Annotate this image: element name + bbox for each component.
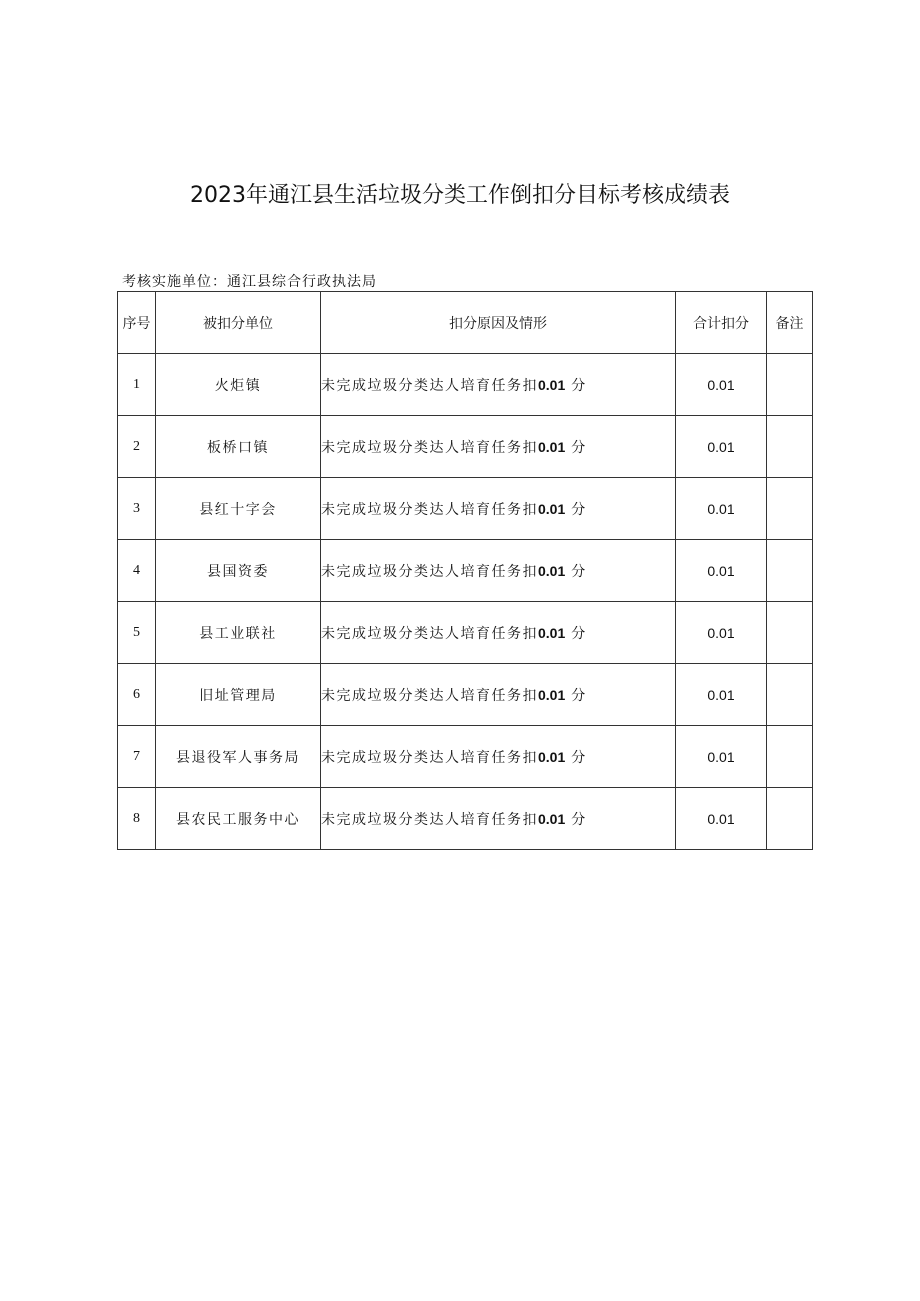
row-seq: 1 bbox=[118, 354, 156, 416]
reason-suffix: 分 bbox=[571, 811, 587, 828]
reason-suffix: 分 bbox=[571, 563, 587, 580]
header-reason: 扣分原因及情形 bbox=[321, 292, 676, 354]
row-seq: 7 bbox=[118, 726, 156, 788]
header-total: 合计扣分 bbox=[676, 292, 767, 354]
reason-text: 未完成垃圾分类达人培育任务扣 bbox=[321, 563, 538, 580]
reason-suffix: 分 bbox=[571, 377, 587, 394]
header-seq: 序号 bbox=[118, 292, 156, 354]
row-seq: 8 bbox=[118, 788, 156, 850]
row-note bbox=[767, 602, 813, 664]
row-reason bbox=[321, 354, 676, 416]
row-reason bbox=[321, 602, 676, 664]
row-total: 0.01 bbox=[676, 540, 767, 602]
header-note: 备注 bbox=[767, 292, 813, 354]
row-reason bbox=[321, 726, 676, 788]
reason-value: 0.01 bbox=[538, 376, 566, 393]
row-reason bbox=[321, 478, 676, 540]
row-unit: 旧址管理局 bbox=[156, 664, 321, 726]
implementing-unit: 考核实施单位：通江县综合行政执法局 bbox=[122, 274, 377, 290]
row-reason bbox=[321, 416, 676, 478]
row-seq: 4 bbox=[118, 540, 156, 602]
reason-value: 0.01 bbox=[538, 810, 566, 827]
row-note bbox=[767, 416, 813, 478]
reason-text: 未完成垃圾分类达人培育任务扣 bbox=[321, 625, 538, 642]
row-note bbox=[767, 354, 813, 416]
table-row bbox=[118, 354, 813, 416]
row-note bbox=[767, 726, 813, 788]
row-reason bbox=[321, 788, 676, 850]
row-total: 0.01 bbox=[676, 478, 767, 540]
reason-value: 0.01 bbox=[538, 438, 566, 455]
header-unit: 被扣分单位 bbox=[156, 292, 321, 354]
reason-text: 未完成垃圾分类达人培育任务扣 bbox=[321, 501, 538, 518]
table-row bbox=[118, 540, 813, 602]
row-note bbox=[767, 664, 813, 726]
reason-suffix: 分 bbox=[571, 439, 587, 456]
reason-text: 未完成垃圾分类达人培育任务扣 bbox=[321, 687, 538, 704]
row-seq: 3 bbox=[118, 478, 156, 540]
reason-text: 未完成垃圾分类达人培育任务扣 bbox=[321, 439, 538, 456]
row-unit: 板桥口镇 bbox=[156, 416, 321, 478]
row-unit: 火炬镇 bbox=[156, 354, 321, 416]
score-table bbox=[117, 291, 813, 850]
row-total: 0.01 bbox=[676, 664, 767, 726]
row-seq: 6 bbox=[118, 664, 156, 726]
reason-suffix: 分 bbox=[571, 501, 587, 518]
row-unit: 县红十字会 bbox=[156, 478, 321, 540]
row-reason bbox=[321, 540, 676, 602]
row-total: 0.01 bbox=[676, 602, 767, 664]
row-unit: 县退役军人事务局 bbox=[156, 726, 321, 788]
row-total: 0.01 bbox=[676, 788, 767, 850]
row-unit: 县农民工服务中心 bbox=[156, 788, 321, 850]
row-note bbox=[767, 540, 813, 602]
reason-text: 未完成垃圾分类达人培育任务扣 bbox=[321, 377, 538, 394]
row-note bbox=[767, 788, 813, 850]
page-title: 2023年通江县生活垃圾分类工作倒扣分目标考核成绩表 bbox=[190, 183, 730, 208]
reason-value: 0.01 bbox=[538, 500, 566, 517]
table-row bbox=[118, 478, 813, 540]
reason-text: 未完成垃圾分类达人培育任务扣 bbox=[321, 749, 538, 766]
reason-text: 未完成垃圾分类达人培育任务扣 bbox=[321, 811, 538, 828]
reason-value: 0.01 bbox=[538, 624, 566, 641]
table-row bbox=[118, 788, 813, 850]
row-seq: 5 bbox=[118, 602, 156, 664]
reason-suffix: 分 bbox=[571, 687, 587, 704]
row-reason bbox=[321, 664, 676, 726]
header-row bbox=[118, 292, 813, 354]
table-row bbox=[118, 416, 813, 478]
row-unit: 县工业联社 bbox=[156, 602, 321, 664]
reason-value: 0.01 bbox=[538, 686, 566, 703]
reason-suffix: 分 bbox=[571, 749, 587, 766]
row-total: 0.01 bbox=[676, 354, 767, 416]
reason-value: 0.01 bbox=[538, 748, 566, 765]
row-note bbox=[767, 478, 813, 540]
row-total: 0.01 bbox=[676, 726, 767, 788]
table-row bbox=[118, 726, 813, 788]
row-total: 0.01 bbox=[676, 416, 767, 478]
row-seq: 2 bbox=[118, 416, 156, 478]
reason-suffix: 分 bbox=[571, 625, 587, 642]
row-unit: 县国资委 bbox=[156, 540, 321, 602]
reason-value: 0.01 bbox=[538, 562, 566, 579]
table-row bbox=[118, 602, 813, 664]
table-row bbox=[118, 664, 813, 726]
